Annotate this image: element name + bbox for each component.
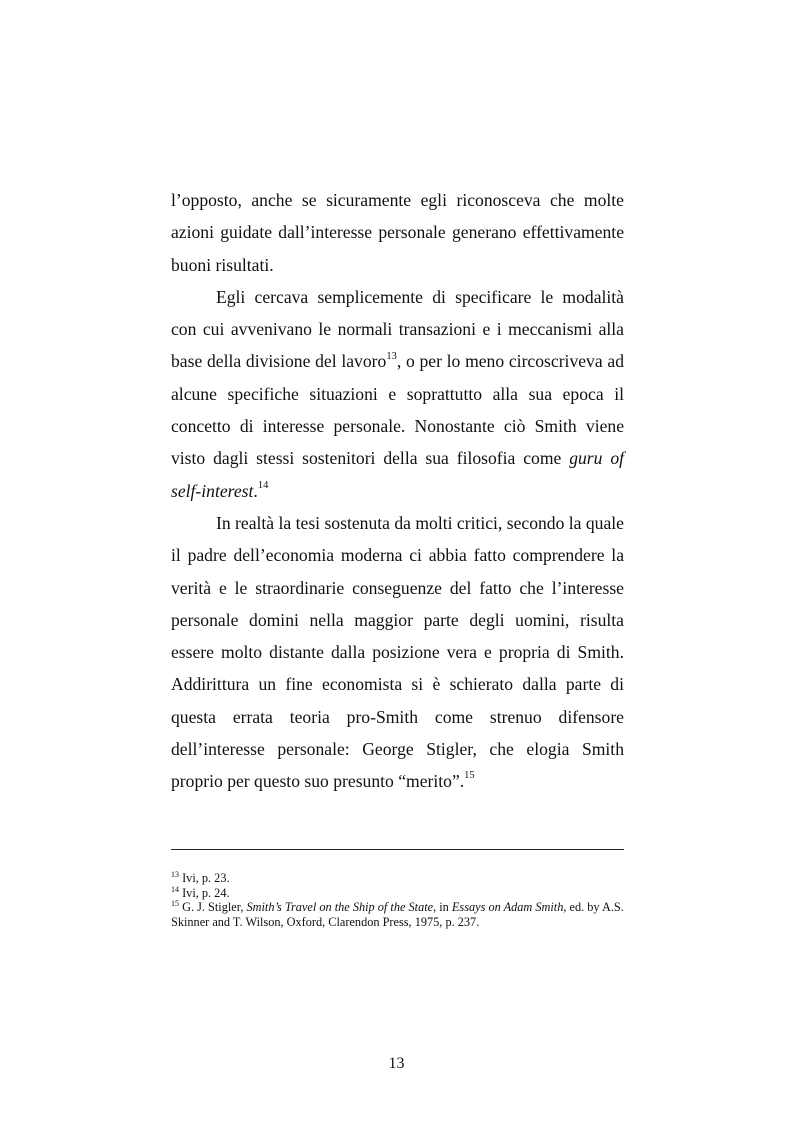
footnote-ref-14[interactable]: 14: [257, 479, 269, 491]
footnote-title: Smith’s Travel on the Ship of the State: [246, 900, 434, 915]
footnote-text: Ivi, p. 23.: [179, 871, 230, 885]
page-number: 13: [388, 1055, 405, 1072]
footnote-14: [171, 886, 624, 901]
footnote-text: , ed. by A.S. Skinner and T. Wilson, Oxford, Clarendon Press, 1975, p. 237.: [171, 900, 624, 929]
paragraph-text: Egli cercava semplicemente di specificare le modalità con cui avvenivano le normali transazioni e i meccanismi alla base della divisione del lavoro: [171, 286, 624, 372]
footnote-15: [171, 900, 624, 929]
paragraph-text: l’opposto, anche se sicuramente egli riconosceva che molte azioni guidate dall’interesse personale generano effettivamente buoni risultati.: [171, 190, 624, 275]
footnote-separator: [171, 849, 624, 850]
footnote-ref-13[interactable]: 13: [386, 350, 397, 362]
footnote-13: [171, 871, 624, 886]
footnote-ref-15[interactable]: 15: [464, 770, 475, 782]
body-text: [171, 184, 624, 798]
paragraph-3: [171, 507, 624, 798]
footnote-text: G. J. Stigler,: [179, 900, 247, 915]
footnote-text: , in: [433, 900, 452, 915]
footnote-number: 14: [171, 884, 179, 894]
paragraph-text: In realtà la tesi sostenuta da molti critici, secondo la quale il padre dell’economia moderna ci abbia fatto comprendere la verità e le straordinarie conseguenze del fatto che l’interesse personale domini nella maggior parte degli uomini, risulta essere molto distante dalla posizione vera e propria di Smith. Addirittura un fine economista si è schierato dalla parte di questa errata teoria pro-Smith come strenuo difensore dell’interesse personale: George Stigler, che elogia Smith proprio per questo suo presunto “merito”.: [171, 512, 624, 792]
paragraph-text: , o per lo meno circoscriveva ad alcune specifiche situazioni e soprattutto alla sua epoca il concetto di interesse personale. Nonostante ciò Smith viene visto dagli stessi sostenitori della sua filosofia come: [171, 351, 624, 469]
italic-phrase: guru of self-interest: [171, 448, 624, 501]
paragraph-text: .: [253, 480, 258, 501]
footnote-number: 13: [171, 869, 179, 879]
footnote-text: Ivi, p. 24.: [179, 885, 230, 900]
paragraph-2: [171, 281, 624, 507]
footnote-title: Essays on Adam Smith: [451, 900, 564, 915]
footnotes: [171, 871, 624, 929]
paragraph-1: [171, 184, 624, 281]
footnote-number: 15: [171, 899, 179, 909]
